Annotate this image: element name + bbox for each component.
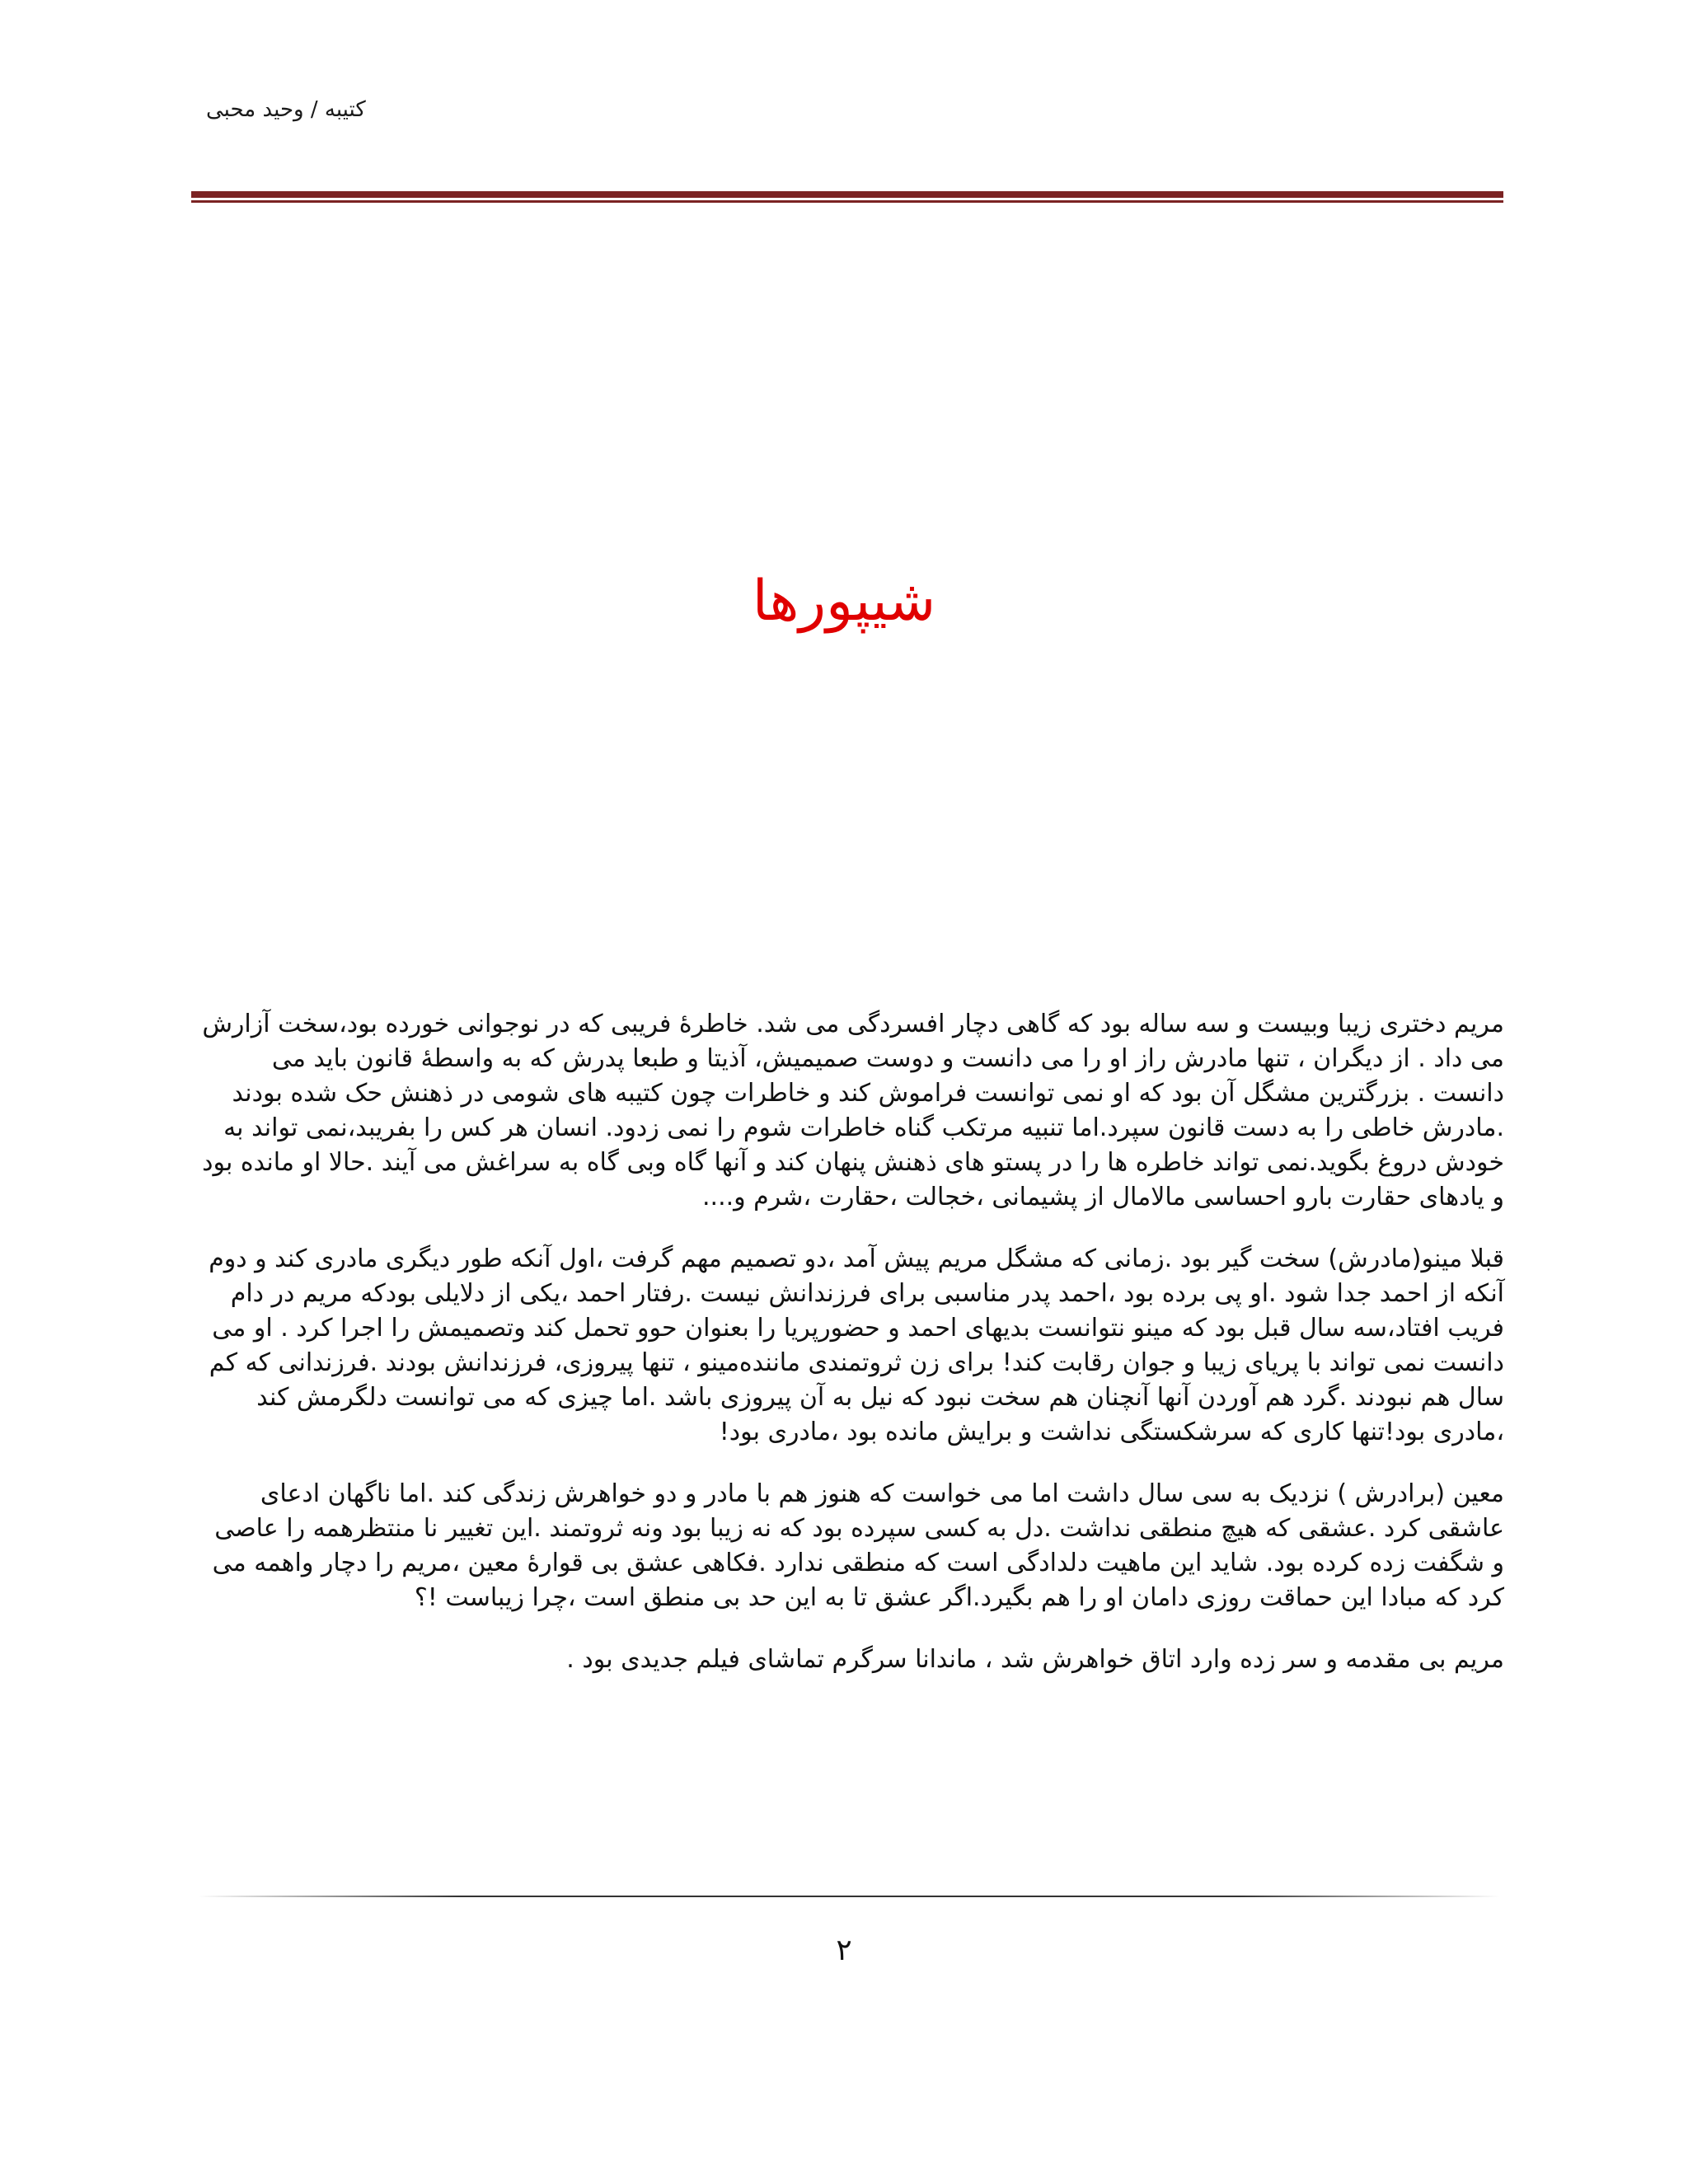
running-header: کتیبه / وحید محبی bbox=[206, 97, 366, 122]
body-text bbox=[202, 1007, 1504, 1704]
header-rule bbox=[191, 191, 1503, 203]
paragraph-2: قبلا مینو(مادرش) سخت گیر بود .زمانی که مشگل مریم پیش آمد ،دو تصمیم مهم گرفت ،اول آنکه طور دیگری مادری کند و دوم آنکه از احمد جدا شود .او پی برده بود ،احمد پدر مناسبی برای فرزندانش نیست .رفتار احمد ،یکی از دلایلی بودکه مریم در دام فریب افتاد،سه سال قبل بود که مینو نتوانست بدیهای احمد و حضورپریا را بعنوان حوو تحمل کند وتصمیمش را اجرا کرد . او می دانست نمی تواند با پریای زیبا و جوان رقابت کند! برای زن ثروتمندی ماننده‌مینو ، تنها پیروزی، فرزندانش بودند .فرزندانی که کم سال هم نبودند .گرد هم آوردن آنها آنچنان هم سخت نبود که نیل به آن پیروزی باشد .اما چیزی که می توانست دلگرمش کند ،مادری بود!تنها کاری که سرشکستگی نداشت و برایش مانده بود ،مادری بود! bbox=[209, 1244, 1504, 1446]
header-rule-thick bbox=[191, 191, 1503, 198]
paragraph-1: مریم دختری زیبا وبیست و سه ساله بود که گاهی دچار افسردگی می شد. خاطرهٔ فریبی که در نوجوانی خورده بود،سخت آزارش می داد . از دیگران ، تنها مادرش راز او را می دانست و دوست صمیمیش، آذیتا و طبعا پدرش که به واسطهٔ قانون باید می دانست . بزرگترین مشگل آن بود که او نمی توانست فراموش کند و خاطرات چون کتیبه های شومی در ذهنش حک شده بودند .مادرش خاطی را به دست قانون سپرد.اما تنبیه مرتکب گناه خاطرات شوم را نمی زدود. انسان هر کس را بفریبد،نمی تواند به خودش دروغ بگوید.نمی تواند خاطره ها را در پستو های ذهنش پنهان کند و آنها گاه وبی گاه به سراغش می آیند .حالا او مانده بود و یادهای حقارت بارو احساسی مالامال از پشیمانی ،خجالت ،حقارت ،شرم و.... bbox=[202, 1010, 1504, 1212]
paragraph-4: مریم بی مقدمه و سر زده وارد اتاق خواهرش شد ، ماندانا سرگرم تماشای فیلم جدیدی بود . bbox=[566, 1645, 1504, 1674]
paragraph-3: معین (برادرش ) نزدیک به سی سال داشت اما می خواست که هنوز هم با مادر و دو خواهرش زندگی کند .اما ناگهان ادعای عاشقی کرد .عشقی که هیچ منطقی نداشت .دل به کسی سپرده بود که نه زیبا بود ونه ثروتمند .این تغییر نا منتظرهمه را عاصی و شگفت زده کرده بود. شاید این ماهیت دلدادگی است که منطقی ندارد .فکاهی عشق بی قوارهٔ معین ،مریم را دچار واهمه می کرد که مبادا این حماقت روزی دامان او را هم بگیرد.اگر عشق تا به این حد بی منطق است ،چرا زیباست !؟ bbox=[212, 1479, 1504, 1612]
footer-rule bbox=[198, 1896, 1500, 1897]
page-number: ۲ bbox=[836, 1933, 852, 1967]
chapter-title: شیپورها bbox=[752, 569, 936, 634]
header-rule-thin bbox=[191, 200, 1503, 203]
